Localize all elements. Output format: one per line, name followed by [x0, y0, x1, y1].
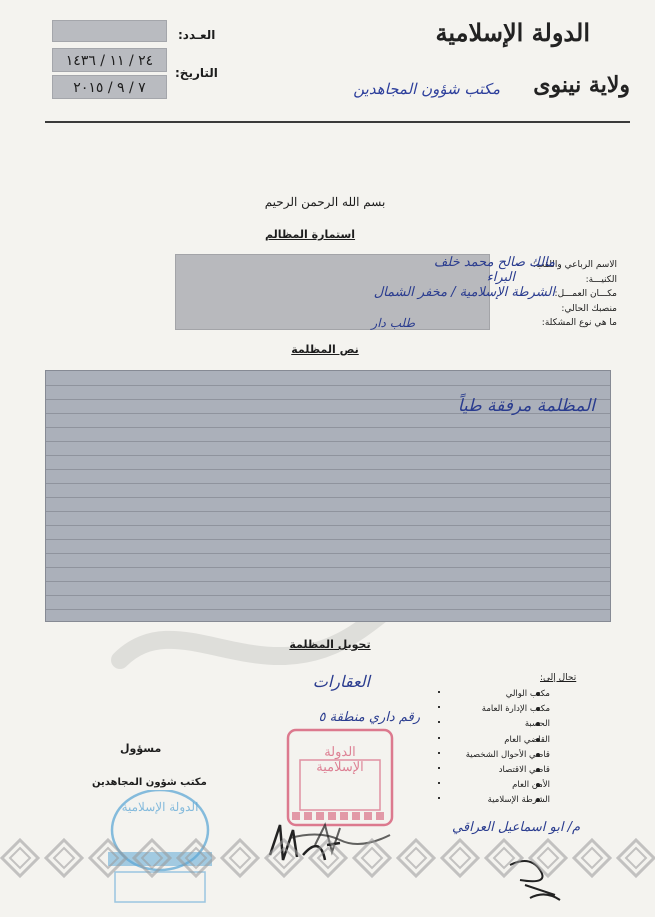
label-full-name: الاسم الرباعي واللقب: [532, 260, 617, 270]
label-position: منصبك الحالي: [561, 303, 617, 314]
office-handwritten: مكتب شؤون المجاهدين [353, 80, 500, 98]
transfer-item-economy-judge[interactable]: قاضي الاقتصاد [498, 765, 550, 776]
ruled-line [46, 539, 610, 540]
pattern-tile [90, 840, 126, 876]
pattern-tile [618, 840, 654, 876]
pattern-tile [530, 840, 566, 876]
date-label: التاريخ: [175, 66, 218, 80]
basmala: بسم الله الرحمن الرحيم [264, 195, 386, 209]
ruled-line [46, 497, 610, 498]
transfer-item-security[interactable]: الأمن العام [512, 780, 550, 791]
responsible-label: مسؤول [120, 742, 162, 755]
transfer-item-judge[interactable]: القاضي العام [504, 734, 550, 745]
pink-stamp-text: الدولة الإسلامية [316, 745, 364, 775]
pattern-tile [442, 840, 478, 876]
pattern-tile [222, 840, 258, 876]
handwritten-destination: العقارات [312, 672, 370, 691]
ruled-line [46, 581, 610, 582]
handwritten-complaint: المظلمة مرفقة طياً [457, 396, 595, 416]
complaint-title: نص المظلمة [291, 343, 359, 356]
ruled-line [46, 427, 610, 428]
transfer-item-police[interactable]: الشرطة الإسلامية [487, 795, 550, 806]
decorative-pattern [0, 822, 655, 902]
pattern-tile [46, 840, 82, 876]
transfer-item-family-judge[interactable]: قاضي الأحوال الشخصية [465, 749, 550, 760]
transfer-list [430, 687, 550, 809]
province-name: ولاية نينوى [533, 72, 630, 98]
pattern-tile [398, 840, 434, 876]
header-divider [45, 121, 630, 123]
pattern-tile [354, 840, 390, 876]
date-gregorian-field[interactable]: ٧ / ٩ / ٢٠١٥ [52, 75, 167, 99]
handwritten-problem: طلب دار [371, 316, 415, 330]
ruled-line [46, 567, 610, 568]
handwritten-alias: البراء [486, 270, 515, 285]
date-hijri-field[interactable]: ٢٤ / ١١ / ١٤٣٦ [52, 48, 167, 72]
ruled-line [46, 469, 610, 470]
ruled-line [46, 385, 610, 386]
label-alias: الكنيـــة: [585, 274, 617, 285]
label-workplace: مكـــان العمـــل: [554, 289, 617, 299]
transfer-item-admin[interactable]: مكتب الإدارة العامة [481, 704, 550, 715]
pattern-tile [178, 840, 214, 876]
pattern-tile [574, 840, 610, 876]
ruled-line [46, 483, 610, 484]
handwritten-signer: م/ ابو اسماعيل العراقي [452, 820, 580, 835]
ruled-line [46, 455, 610, 456]
ruled-line [46, 441, 610, 442]
ruled-line [46, 595, 610, 596]
number-field[interactable] [52, 20, 167, 42]
ruled-line [46, 525, 610, 526]
handwritten-name: مالك صالح محمد خلف [433, 255, 555, 270]
transfer-item-governor[interactable]: مكتب الوالي [505, 689, 550, 699]
pattern-tile [486, 840, 522, 876]
ruled-line [46, 609, 610, 610]
pattern-tile [2, 840, 38, 876]
pattern-tile [310, 840, 346, 876]
pattern-tile [134, 840, 170, 876]
ruled-line [46, 511, 610, 512]
handwritten-workplace: الشرطة الإسلامية / مخفر الشمال [373, 285, 555, 300]
form-title: استمارة المظالم [264, 228, 356, 241]
transfer-title: تحويل المظلمة [289, 638, 371, 651]
office-signature-label: مكتب شؤون المجاهدين [92, 777, 207, 788]
handwritten-note: رقم داري منطقة ٥ [318, 710, 420, 725]
number-label: العـدد: [178, 28, 216, 42]
brand-title: الدولة الإسلامية [435, 18, 590, 47]
label-problem-type: ما هي نوع المشكلة: [541, 318, 617, 328]
pattern-tile [266, 840, 302, 876]
transfer-to-label: تحال إلى: [540, 673, 577, 683]
transfer-item-hisba[interactable]: الحسبة [524, 719, 550, 730]
ruled-line [46, 553, 610, 554]
blue-stamp-text: الدولة الإسلامية [121, 800, 199, 814]
